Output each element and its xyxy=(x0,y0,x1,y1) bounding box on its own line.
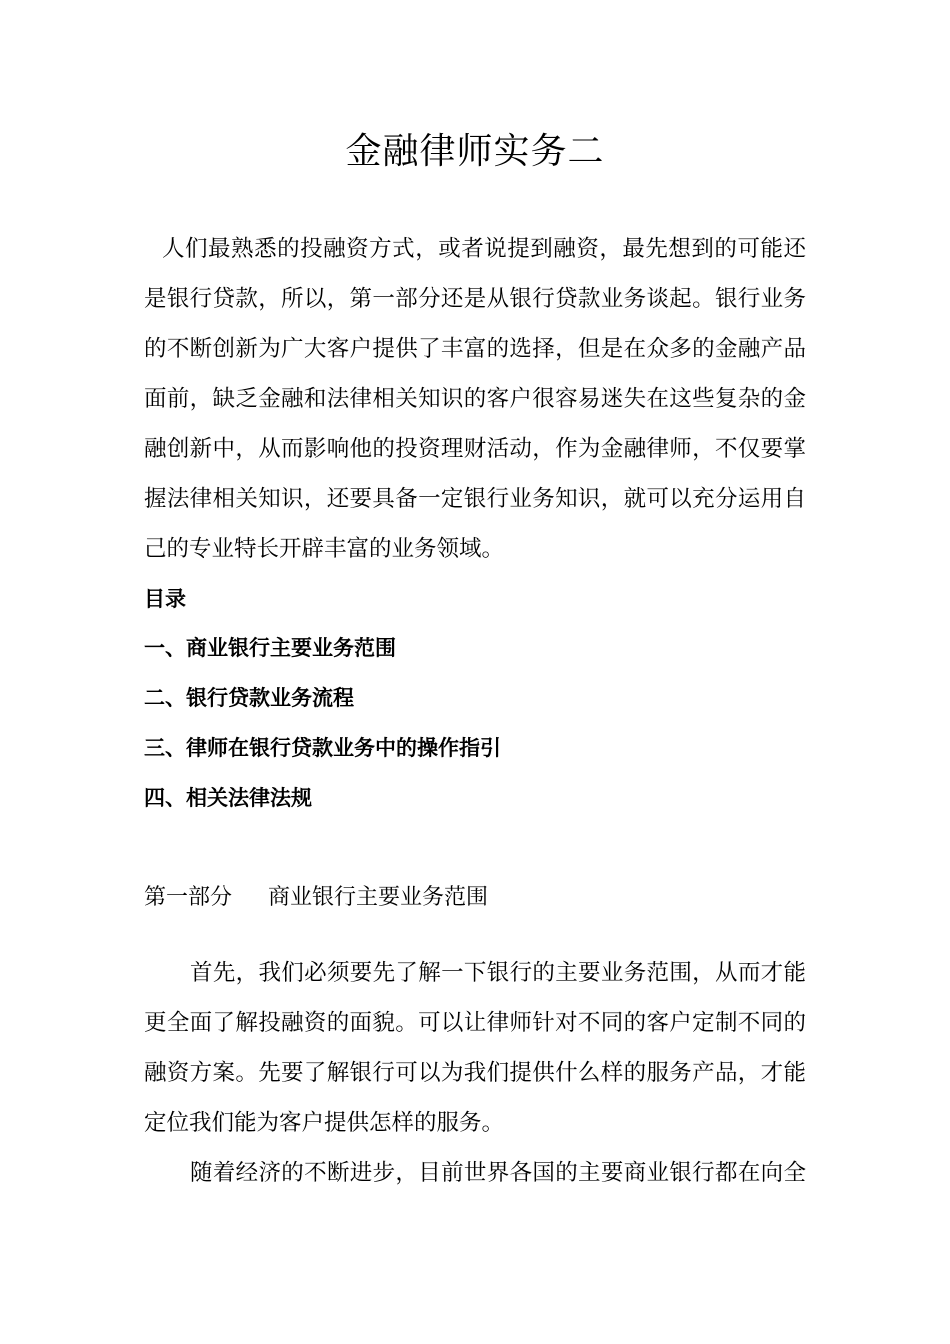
intro-line: 握法律相关知识，还要具备一定银行业务知识，就可以充分运用自 xyxy=(144,486,806,512)
toc-heading: 目录 xyxy=(144,587,186,611)
toc-item: 一、商业银行主要业务范围 xyxy=(144,636,396,660)
section-heading xyxy=(144,882,488,914)
document-title: 金融律师实务二 xyxy=(345,131,605,172)
intro-line: 己的专业特长开辟丰富的业务领域。 xyxy=(144,536,505,562)
body-line: 更全面了解投融资的面貌。可以让律师针对不同的客户定制不同的 xyxy=(144,1010,806,1036)
toc-item: 三、律师在银行贷款业务中的操作指引 xyxy=(144,736,501,760)
intro-line: 人们最熟悉的投融资方式，或者说提到融资，最先想到的可能还 xyxy=(162,236,806,262)
intro-line: 的不断创新为广大客户提供了丰富的选择，但是在众多的金融产品 xyxy=(144,336,806,362)
body-line: 首先，我们必须要先了解一下银行的主要业务范围，从而才能 xyxy=(190,960,806,986)
intro-line: 是银行贷款，所以，第一部分还是从银行贷款业务谈起。银行业务 xyxy=(144,286,806,312)
body-line: 随着经济的不断进步，目前世界各国的主要商业银行都在向全 xyxy=(190,1160,806,1186)
body-line: 融资方案。先要了解银行可以为我们提供什么样的服务产品，才能 xyxy=(144,1060,806,1086)
intro-line: 面前，缺乏金融和法律相关知识的客户很容易迷失在这些复杂的金 xyxy=(144,386,806,412)
toc-item: 二、银行贷款业务流程 xyxy=(144,686,354,710)
intro-line: 融创新中，从而影响他的投资理财活动，作为金融律师，不仅要掌 xyxy=(144,436,806,462)
section-title: 商业银行主要业务范围 xyxy=(268,885,489,910)
section-number: 第一部分 xyxy=(144,885,233,910)
body-line: 定位我们能为客户提供怎样的服务。 xyxy=(144,1110,505,1136)
toc-item: 四、相关法律法规 xyxy=(144,786,312,810)
